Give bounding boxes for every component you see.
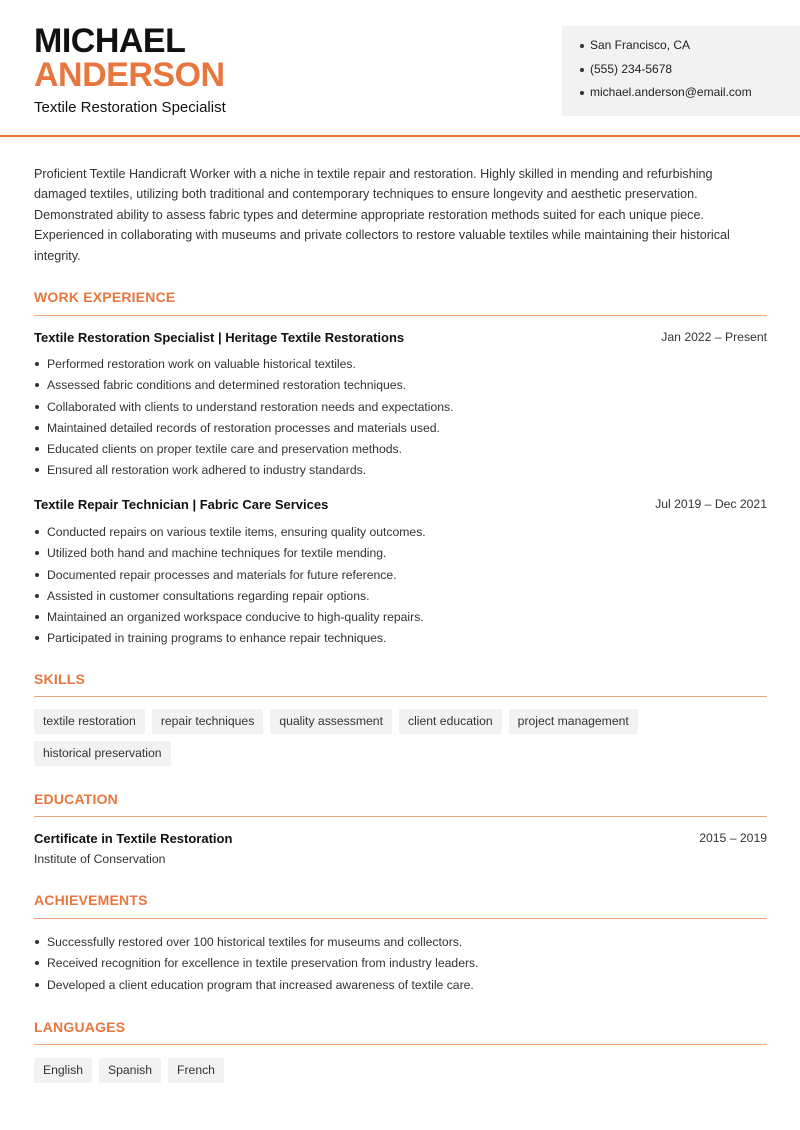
first-name: MICHAEL (34, 22, 186, 60)
section-divider (34, 696, 767, 697)
list-item: Educated clients on proper textile care and preservation methods. (34, 441, 767, 462)
job-dates: Jan 2022 – Present (661, 330, 767, 344)
contact-email[interactable]: michael.anderson@email.com (580, 84, 800, 108)
skill-chip: client education (399, 709, 502, 734)
section-title-languages: LANGUAGES (34, 1019, 126, 1035)
last-name: ANDERSON (34, 56, 225, 94)
skill-chip: textile restoration (34, 709, 145, 734)
section-divider (34, 918, 767, 919)
list-item: Documented repair processes and materials for future reference. (34, 567, 767, 588)
job-bullets (34, 356, 767, 484)
list-item: Assessed fabric conditions and determined restoration techniques. (34, 377, 767, 398)
list-item: Successfully restored over 100 historical textiles for museums and collectors. (34, 934, 767, 955)
education-header (34, 831, 767, 849)
list-item: Utilized both hand and machine techniques for textile mending. (34, 545, 767, 566)
list-item: Developed a client education program that increased awareness of textile care. (34, 977, 767, 998)
list-item: Collaborated with clients to understand restoration needs and expectations. (34, 399, 767, 420)
job-header (34, 330, 767, 348)
job-title: Textile Restoration Specialist | Heritage Textile Restorations (34, 330, 405, 345)
resume-header (0, 0, 800, 137)
list-item: Received recognition for excellence in textile preservation from industry leaders. (34, 955, 767, 976)
section-divider (34, 816, 767, 817)
list-item: Participated in training programs to enhance repair techniques. (34, 630, 767, 651)
list-item: Ensured all restoration work adhered to industry standards. (34, 462, 767, 483)
skill-chip: project management (509, 709, 638, 734)
section-title-achievements: ACHIEVEMENTS (34, 892, 148, 908)
list-item: Assisted in customer consultations regarding repair options. (34, 588, 767, 609)
job-header (34, 497, 767, 515)
skill-chip: repair techniques (152, 709, 264, 734)
languages-list (34, 1058, 767, 1083)
achievements-list (34, 934, 767, 998)
section-title-work: WORK EXPERIENCE (34, 289, 176, 305)
job-bullets (34, 524, 767, 652)
education-dates: 2015 – 2019 (699, 831, 767, 845)
degree: Certificate in Textile Restoration (34, 831, 233, 846)
job-dates: Jul 2019 – Dec 2021 (655, 497, 767, 511)
section-divider (34, 1044, 767, 1045)
skills-list (34, 709, 767, 766)
list-item: Maintained an organized workspace conducive to high-quality repairs. (34, 609, 767, 630)
list-item: Performed restoration work on valuable historical textiles. (34, 356, 767, 377)
language-chip: Spanish (99, 1058, 161, 1083)
list-item: Conducted repairs on various textile items, ensuring quality outcomes. (34, 524, 767, 545)
section-title-skills: SKILLS (34, 671, 85, 687)
list-item: Maintained detailed records of restoration processes and materials used. (34, 420, 767, 441)
skill-chip: historical preservation (34, 741, 171, 766)
language-chip: English (34, 1058, 92, 1083)
contact-box (562, 26, 800, 116)
contact-phone: (555) 234-5678 (580, 61, 800, 85)
summary: Proficient Textile Handicraft Worker with a niche in textile repair and restoration. Highly skilled in mending and refurbishing damaged textiles, utilizing both traditional and contemporary techniques to ensure longevity and aesthetic preservation. Demonstrated ability to assess fabric types and determine appropriate restoration methods suited for each unique piece. Experienced in collaborating with museums and private collectors to restore valuable textiles while maintaining their historical integrity. (34, 167, 730, 263)
contact-location: San Francisco, CA (580, 37, 800, 61)
institution: Institute of Conservation (34, 852, 166, 866)
section-title-education: EDUCATION (34, 791, 118, 807)
section-divider (34, 315, 767, 316)
skill-chip: quality assessment (270, 709, 392, 734)
language-chip: French (168, 1058, 224, 1083)
job-title: Textile Repair Technician | Fabric Care Services (34, 497, 329, 512)
professional-title: Textile Restoration Specialist (34, 99, 226, 116)
